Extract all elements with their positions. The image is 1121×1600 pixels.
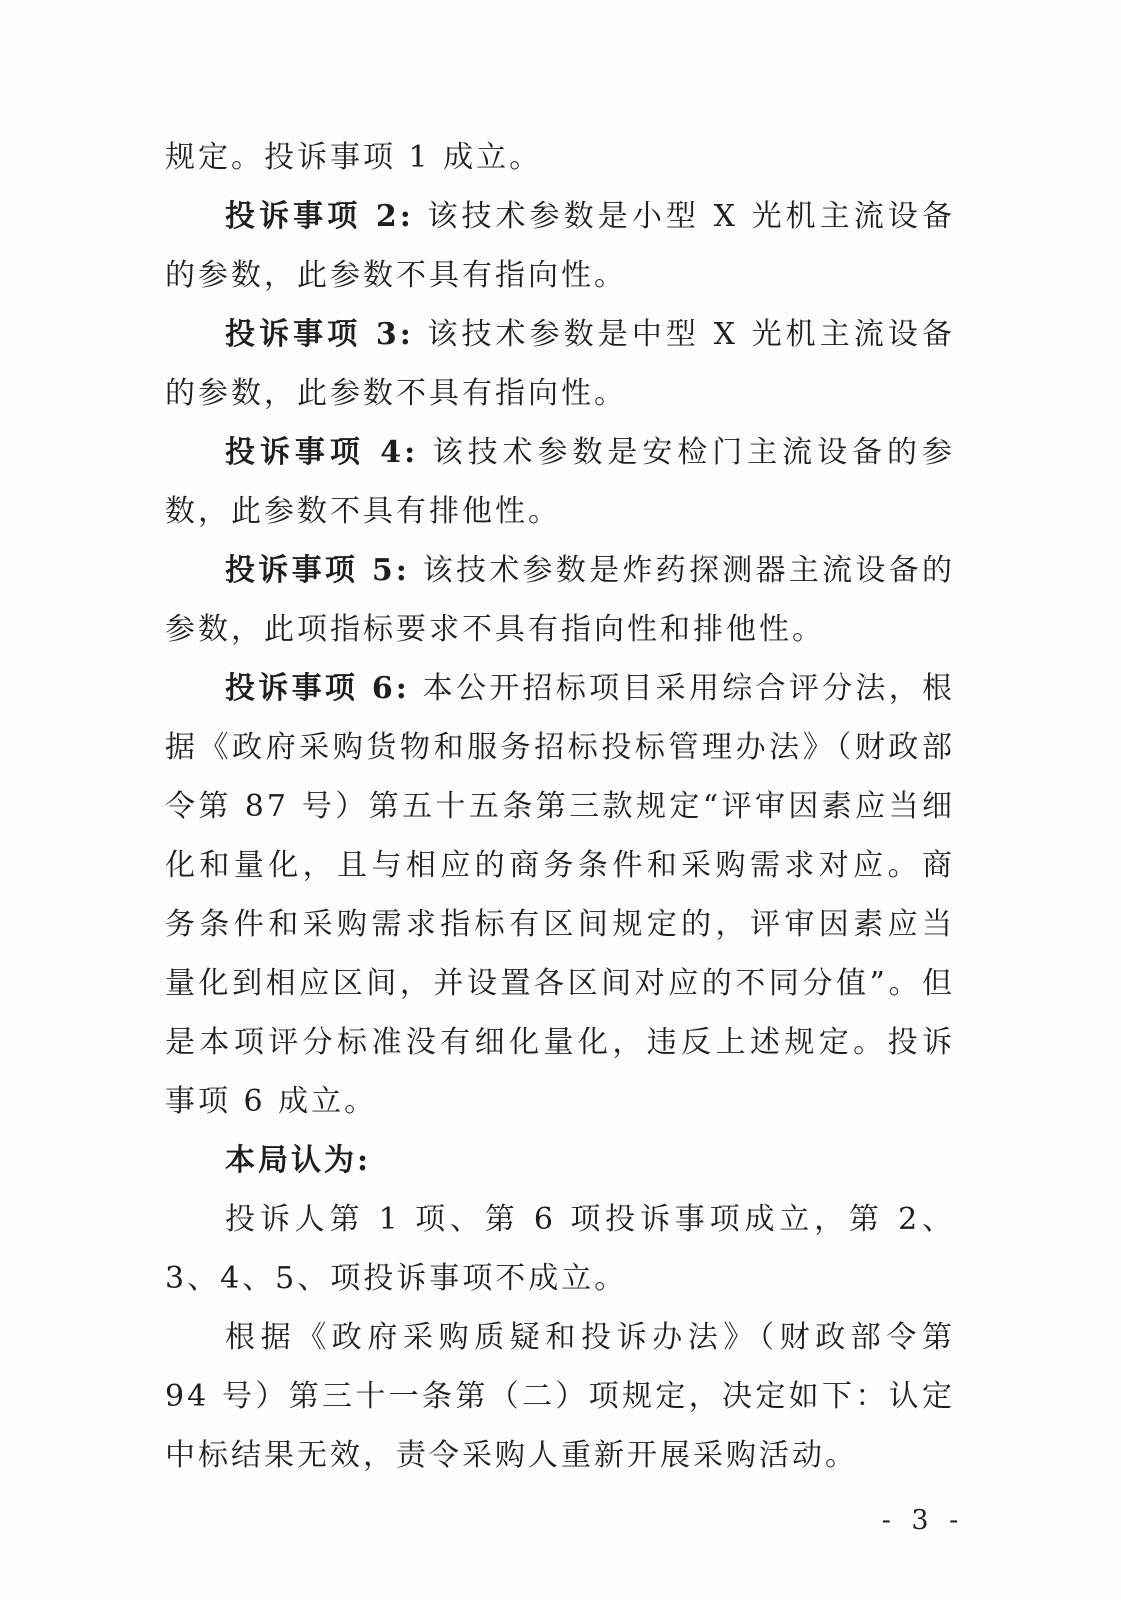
complaint-item-label: 投诉事项 3:: [225, 317, 414, 352]
conclusion-paragraph: 投诉人第 1 项、第 6 项投诉事项成立，第 2、3、4、5、项投诉事项不成立。: [165, 1202, 955, 1296]
document-body: [165, 128, 955, 1485]
complaint-item-6: [165, 659, 955, 1131]
complaint-item-2: [165, 187, 955, 305]
complaint-item-4: [165, 423, 955, 541]
complaint-item-3: [165, 305, 955, 423]
complaint-item-text: 本公开招标项目采用综合评分法，根据《政府采购货物和服务招标投标管理办法》（财政部令第 87 号）第五十五条第三款规定“评审因素应当细化和量化，且与相应的商务条件和采购需求对应。商务条件和采购需求指标有区间规定的，评审因素应当量化到相应区间，并设置各区间对应的不同分值”。但是本项评分标准没有细化量化，违反上述规定。投诉事项 6 成立。: [165, 671, 955, 1119]
page-number: - 3 -: [881, 1505, 965, 1536]
complaint-item-label: 投诉事项 5:: [225, 553, 410, 588]
complaint-item-5: [165, 541, 955, 659]
decision-paragraph: 根据《政府采购质疑和投诉办法》（财政部令第 94 号）第三十一条第（二）项规定，决定如下：认定中标结果无效，责令采购人重新开展采购活动。: [165, 1320, 955, 1473]
complaint-item-text: 该技术参数是炸药探测器主流设备的参数，此项指标要求不具有指向性和排他性。: [165, 553, 955, 647]
complaint-item-label: 投诉事项 6:: [225, 671, 410, 706]
complaint-item-text: 该技术参数是小型 X 光机主流设备的参数，此参数不具有指向性。: [165, 199, 955, 293]
complaint-item-label: 投诉事项 2:: [225, 199, 414, 234]
complaint-item-label: 投诉事项 4:: [225, 435, 419, 470]
complaint-item-text: 该技术参数是中型 X 光机主流设备的参数，此参数不具有指向性。: [165, 317, 955, 411]
conclusion-heading: 本局认为:: [225, 1143, 372, 1178]
complaint-item-text: 该技术参数是安检门主流设备的参数，此参数不具有排他性。: [165, 435, 955, 529]
paragraph-continuation: 规定。投诉事项 1 成立。: [165, 140, 543, 175]
